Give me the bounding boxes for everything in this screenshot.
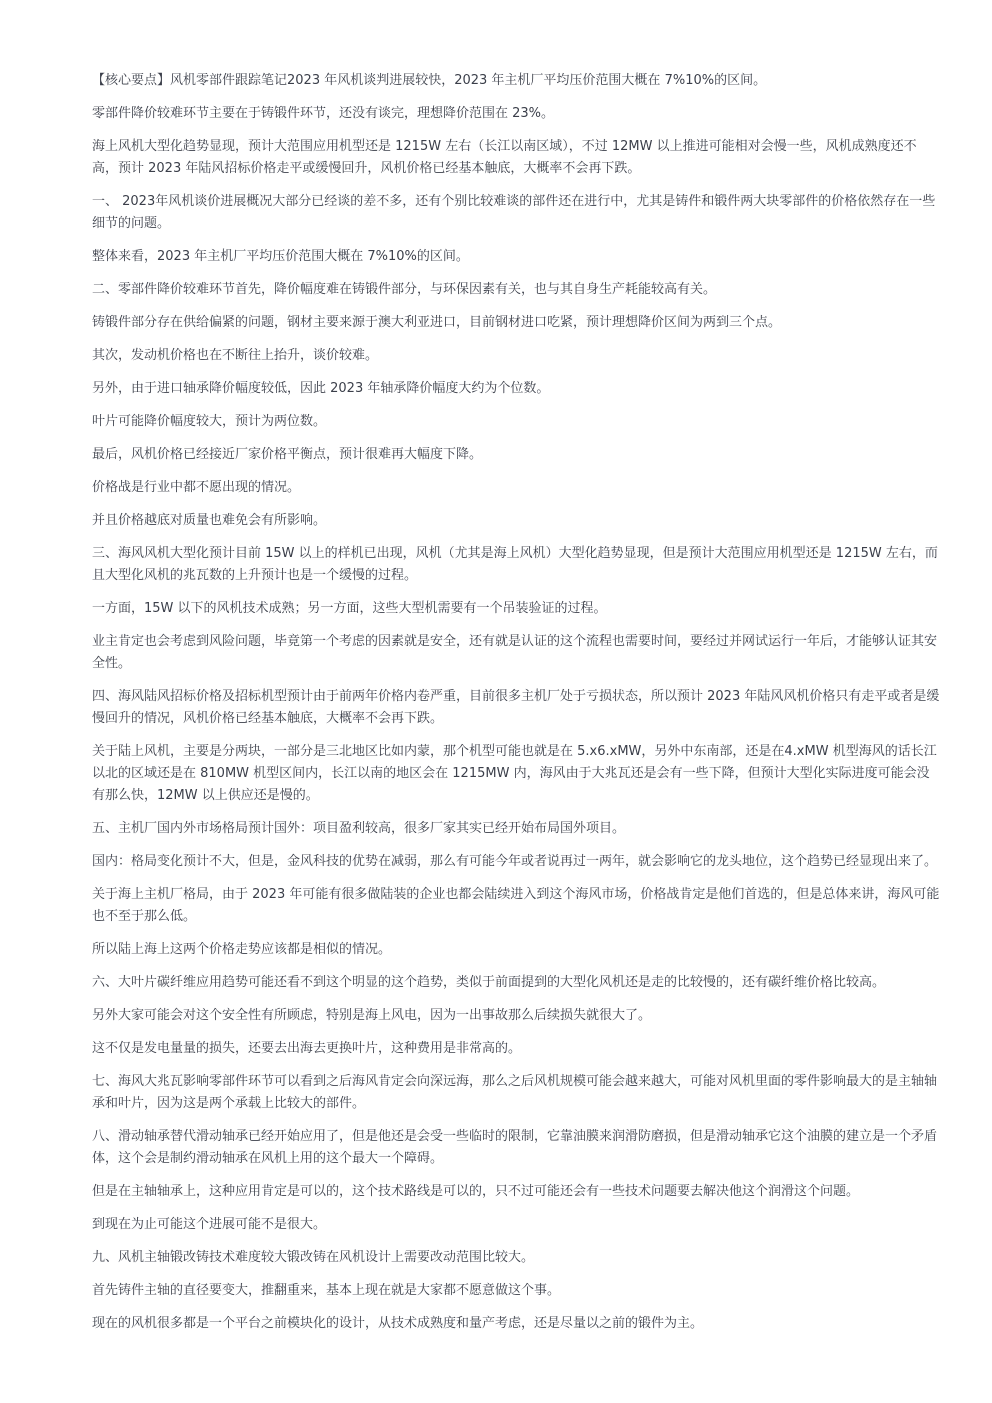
paragraph-section-9: 九、风机主轴锻改铸技术难度较大锻改铸在风机设计上需要改动范围比较大。	[92, 1250, 535, 1265]
paragraph: 国内：格局变化预计不大，但是，金风科技的优势在减弱，那么有可能今年或者说再过一两年，就会影响它的龙头地位，这个趋势已经显现出来了。	[92, 854, 938, 869]
paragraph: 现在的风机很多都是一个平台之前模块化的设计，从技术成熟度和量产考虑，还是尽量以之前的锻件为主。	[92, 1316, 704, 1331]
paragraph-section-7: 七、海风大兆瓦影响零部件环节可以看到之后海风肯定会向深远海，那么之后风机规模可能会越来越大，可能对风机里面的零件影响最大的是主轴轴承和叶片，因为这是两个承载上比较大的部件。	[92, 1074, 938, 1111]
paragraph: 到现在为止可能这个进展可能不是很大。	[92, 1217, 327, 1232]
paragraph-section-6: 六、大叶片碳纤维应用趋势可能还看不到这个明显的这个趋势，类似于前面提到的大型化风机还是走的比较慢的，还有碳纤维价格比较高。	[92, 975, 886, 990]
paragraph-section-5: 五、主机厂国内外市场格局预计国外：项目盈利较高，很多厂家其实已经开始布局国外项目。	[92, 821, 626, 836]
paragraph: 所以陆上海上这两个价格走势应该都是相似的情况。	[92, 942, 392, 957]
paragraph: 这不仅是发电量量的损失，还要去出海去更换叶片，这种费用是非常高的。	[92, 1041, 522, 1056]
paragraph: 关于陆上风机，主要是分两块，一部分是三北地区比如内蒙，那个机型可能也就是在 5.x6.xMW，另外中东南部，还是在4.xMW 机型海风的话长江以北的区域还是在 810MW 机型区间内，长江以南的地区会在 1215MW 内，海风由于大兆瓦还是会有一些下降，但预计大型化实际进度可能会没有那么快，12MW 以上供应还是慢的。	[92, 744, 937, 803]
paragraph: 价格战是行业中都不愿出现的情况。	[92, 480, 301, 495]
paragraph: 另外，由于进口轴承降价幅度较低，因此 2023 年轴承降价幅度大约为个位数。	[92, 381, 550, 396]
paragraph-section-8: 八、滑动轴承替代滑动轴承已经开始应用了，但是他还是会受一些临时的限制，它靠油膜来润滑防磨损，但是滑动轴承它这个油膜的建立是一个矛盾体，这个会是制约滑动轴承在风机上用的这个最大一个障碍。	[92, 1129, 938, 1166]
paragraph-section-2: 二、零部件降价较难环节首先，降价幅度难在铸锻件部分，与环保因素有关，也与其自身生产耗能较高有关。	[92, 282, 717, 297]
paragraph: 其次，发动机价格也在不断往上抬升，谈价较难。	[92, 348, 379, 363]
paragraph: 零部件降价较难环节主要在于铸锻件环节，还没有谈完，理想降价范围在 23%。	[92, 106, 555, 121]
paragraph: 一方面，15W 以下的风机技术成熟；另一方面，这些大型机需要有一个吊装验证的过程。	[92, 601, 607, 616]
paragraph-section-4: 四、海风陆风招标价格及招标机型预计由于前两年价格内卷严重，目前很多主机厂处于亏损状态，所以预计 2023 年陆风风机价格只有走平或者是缓慢回升的情况，风机价格已经基本触底，大概率不会再下跌。	[92, 689, 940, 726]
paragraph: 并且价格越底对质量也难免会有所影响。	[92, 513, 327, 528]
paragraph-summary: 【核心要点】风机零部件跟踪笔记2023 年风机谈判进展较快，2023 年主机厂平均压价范围大概在 7%10%的区间。	[92, 73, 767, 88]
paragraph-section-3: 三、海风风机大型化预计目前 15W 以上的样机已出现，风机（尤其是海上风机）大型化趋势显现，但是预计大范围应用机型还是 1215W 左右，而且大型化风机的兆瓦数的上升预计也是一个缓慢的过程。	[92, 546, 938, 583]
paragraph: 海上风机大型化趋势显现，预计大范围应用机型还是 1215W 左右（长江以南区域），不过 12MW 以上推进可能相对会慢一些，风机成熟度还不高，预计 2023 年陆风招标价格走平或缓慢回升，风机价格已经基本触底，大概率不会再下跌。	[92, 139, 917, 176]
paragraph: 关于海上主机厂格局，由于 2023 年可能有很多做陆装的企业也都会陆续进入到这个海风市场，价格战肯定是他们首选的，但是总体来讲，海风可能也不至于那么低。	[92, 887, 940, 924]
paragraph: 但是在主轴轴承上，这种应用肯定是可以的，这个技术路线是可以的，只不过可能还会有一些技术问题要去解决他这个润滑这个问题。	[92, 1184, 860, 1199]
paragraph: 整体来看，2023 年主机厂平均压价范围大概在 7%10%的区间。	[92, 249, 469, 264]
paragraph: 最后，风机价格已经接近厂家价格平衡点，预计很难再大幅度下降。	[92, 447, 483, 462]
paragraph: 首先铸件主轴的直径要变大，推翻重来，基本上现在就是大家都不愿意做这个事。	[92, 1283, 561, 1298]
paragraph: 另外大家可能会对这个安全性有所顾虑，特别是海上风电，因为一出事故那么后续损失就很大了。	[92, 1008, 652, 1023]
paragraph-section-1: 一、 2023年风机谈价进展概况大部分已经谈的差不多，还有个别比较难谈的部件还在进行中，尤其是铸件和锻件两大块零部件的价格依然存在一些细节的问题。	[92, 194, 936, 231]
paragraph: 业主肯定也会考虑到风险问题，毕竟第一个考虑的因素就是安全，还有就是认证的这个流程也需要时间，要经过并网试运行一年后，才能够认证其安全性。	[92, 634, 938, 671]
paragraph: 铸锻件部分存在供给偏紧的问题，钢材主要来源于澳大利亚进口，目前钢材进口吃紧，预计理想降价区间为两到三个点。	[92, 315, 782, 330]
paragraph: 叶片可能降价幅度较大，预计为两位数。	[92, 414, 327, 429]
